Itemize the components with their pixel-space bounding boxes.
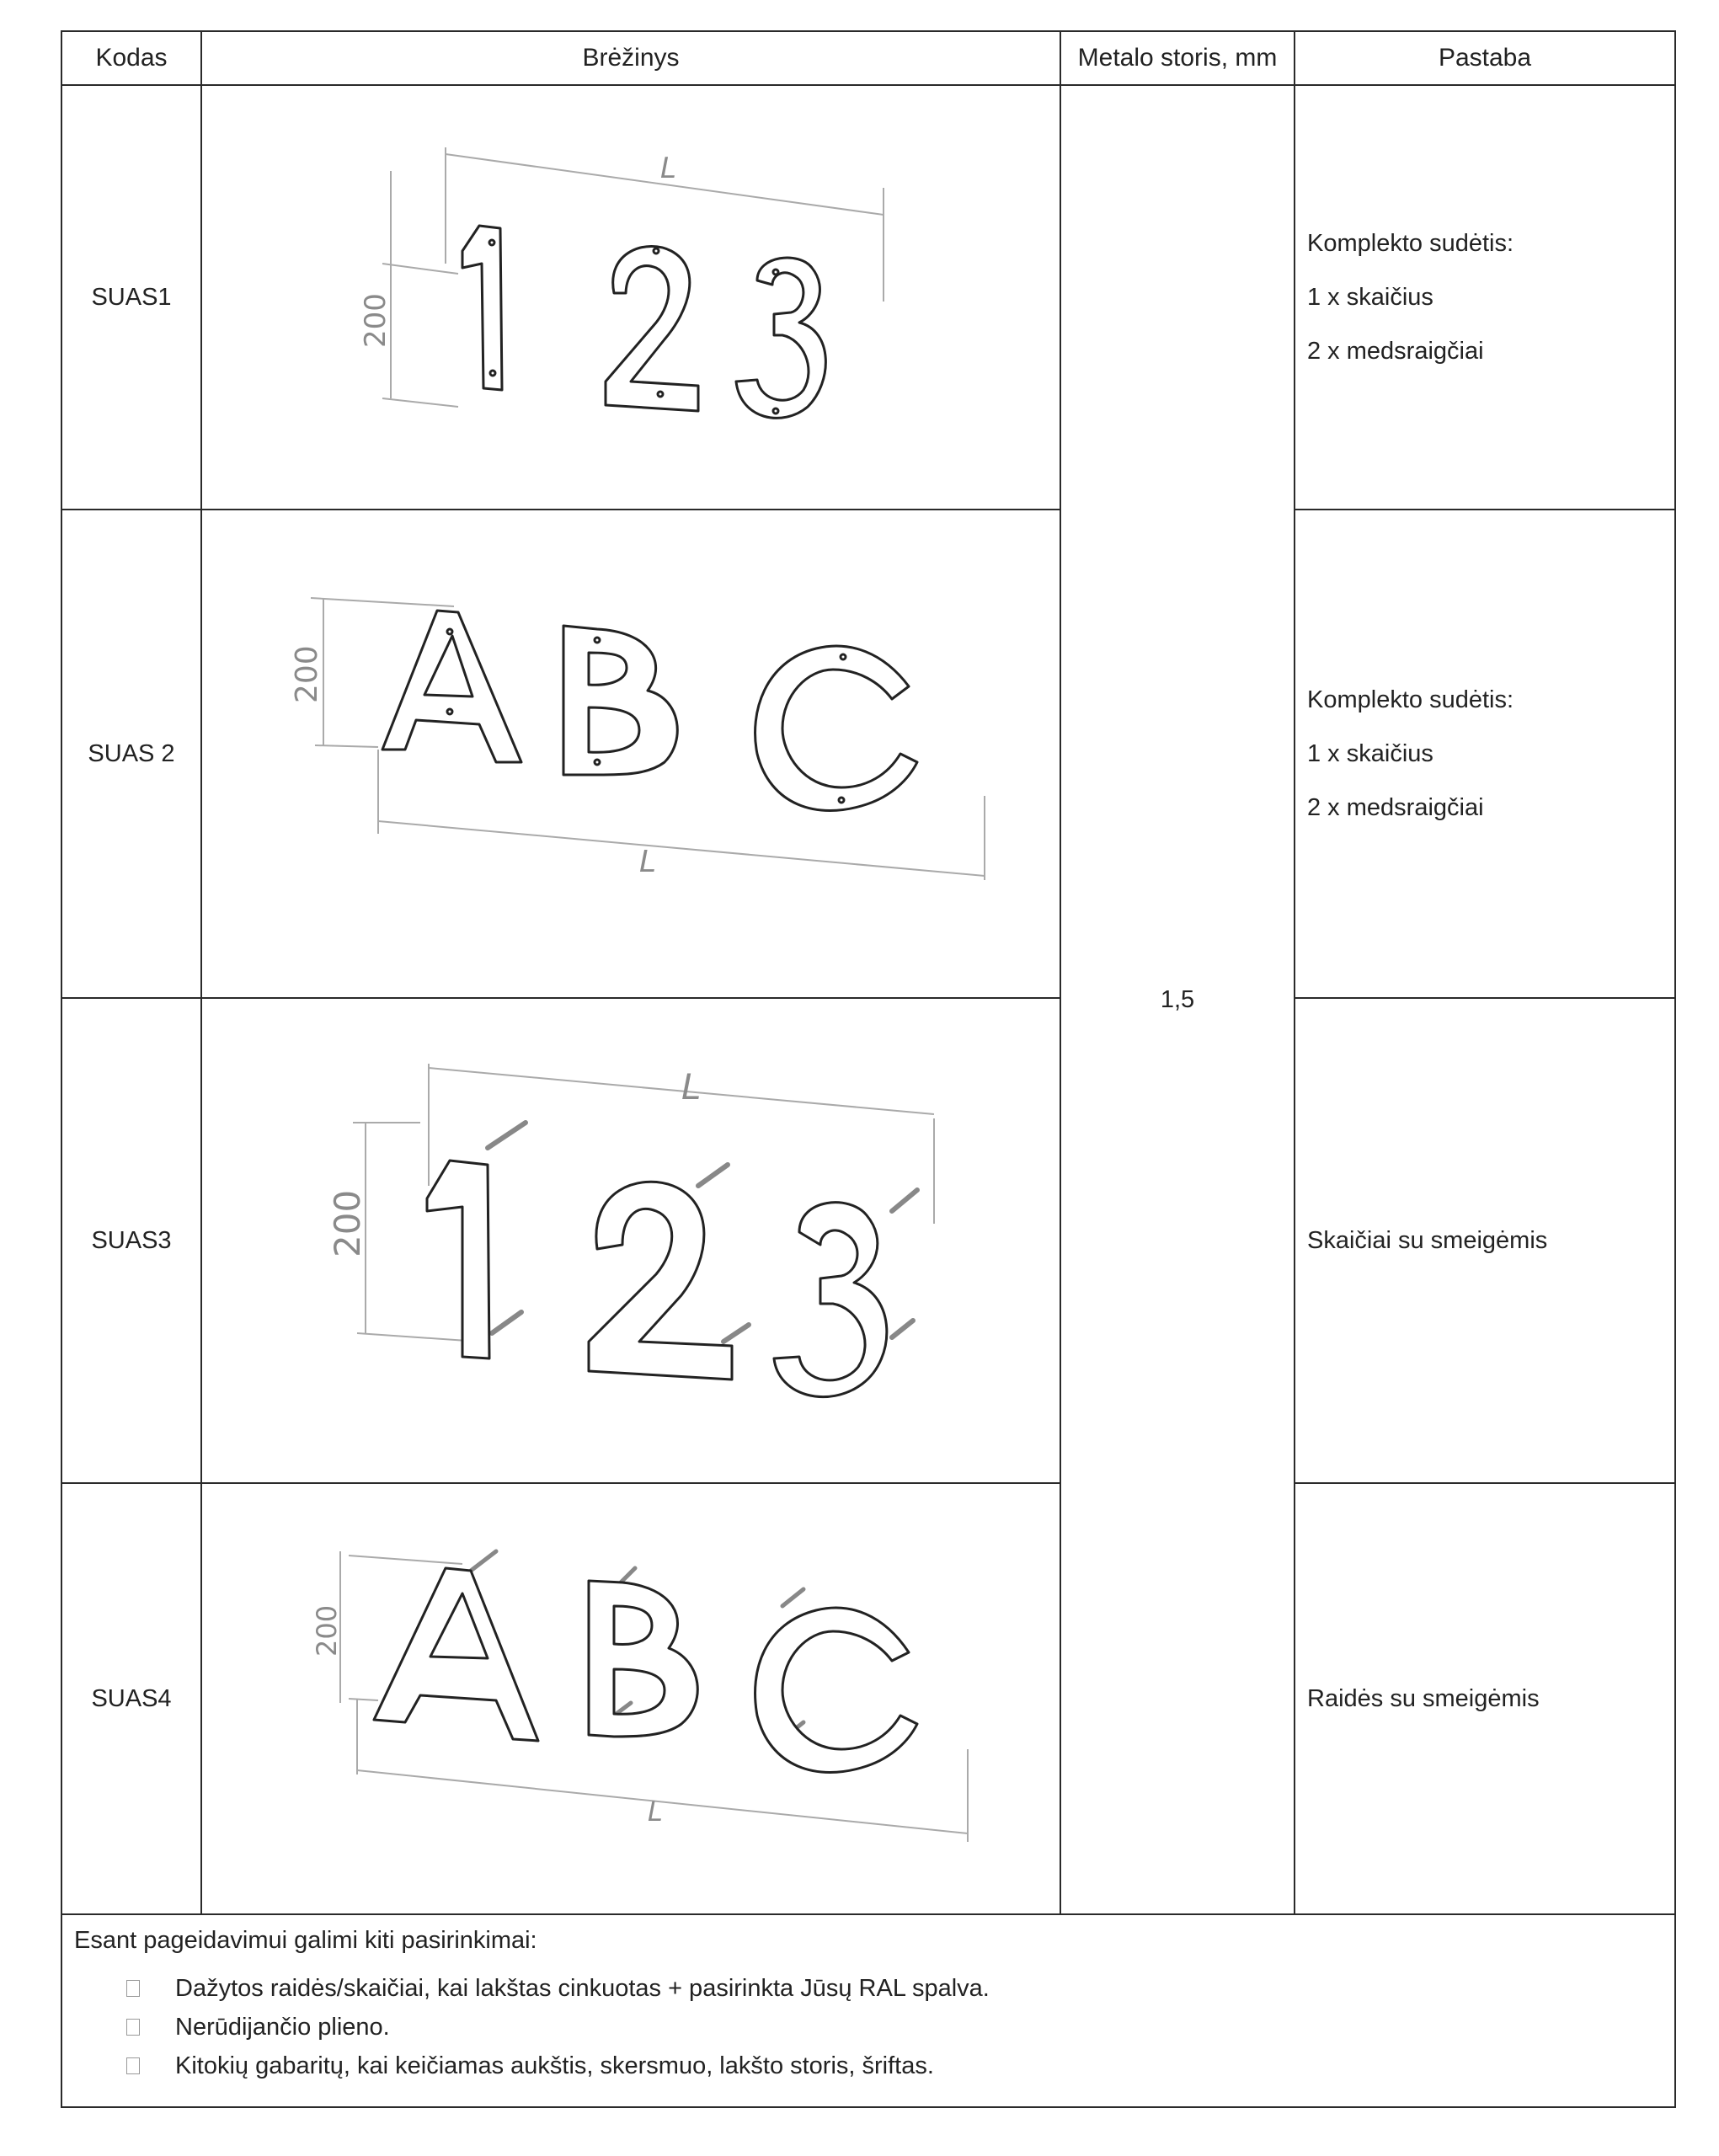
note-line: Komplekto sudėtis: [1307, 686, 1514, 713]
header-code: Kodas [61, 31, 201, 85]
length-label: L [681, 1066, 702, 1107]
note-line: 1 x skaičius [1307, 740, 1433, 767]
note-line: Komplekto sudėtis: [1307, 230, 1514, 257]
length-label: L [648, 1796, 663, 1828]
digits-drawing [210, 95, 1052, 499]
checkbox-icon [126, 2019, 140, 2036]
header-note: Pastaba [1295, 31, 1675, 85]
option-text: Kitokių gabaritų, kai keičiamas aukštis, skersmuo, lakšto storis, šriftas. [175, 2052, 934, 2079]
option-text: Nerūdijančio plieno. [175, 2014, 390, 2041]
option-item [126, 1973, 1663, 2004]
option-item [126, 2012, 1663, 2042]
table-row [61, 1483, 1675, 1914]
length-label: L [639, 845, 657, 879]
options-cell [61, 1914, 1675, 2107]
note-line: 2 x medsraigčiai [1307, 794, 1484, 821]
product-code: SUAS1 [61, 85, 201, 510]
header-metal-thickness: Metalo storis, mm [1060, 31, 1295, 85]
metal-thickness-value: 1,5 [1060, 85, 1295, 1914]
options-intro: Esant pageidavimui galimi kiti pasirinkimai: [74, 1927, 537, 1954]
letters-drawing [210, 518, 1052, 990]
note-line: Skaičiai su smeigėmis [1307, 1227, 1548, 1254]
height-label: 200 [311, 1604, 343, 1657]
note-cell [1295, 85, 1675, 510]
product-code: SUAS4 [61, 1483, 201, 1914]
length-label: L [660, 152, 676, 185]
height-label: 200 [359, 293, 392, 348]
drawing-cell [201, 1483, 1060, 1914]
drawing-cell [201, 85, 1060, 510]
product-code: SUAS 2 [61, 510, 201, 998]
note-line: 1 x skaičius [1307, 284, 1433, 311]
note-cell [1295, 1483, 1675, 1914]
option-item [126, 2051, 1663, 2081]
footer-row [61, 1914, 1675, 2107]
digits-with-stakes-drawing [210, 1005, 1052, 1476]
drawing-cell [201, 998, 1060, 1483]
note-cell [1295, 510, 1675, 998]
drawing-cell [201, 510, 1060, 998]
height-label: 200 [290, 645, 324, 703]
product-code: SUAS3 [61, 998, 201, 1483]
note-line: 2 x medsraigčiai [1307, 338, 1484, 365]
option-text: Dažytos raidės/skaičiai, kai lakštas cinkuotas + pasirinkta Jūsų RAL spalva. [175, 1975, 990, 2002]
table-header-row [61, 31, 1675, 85]
table-row [61, 85, 1675, 510]
checkbox-icon [126, 1980, 140, 1997]
table-row [61, 998, 1675, 1483]
letters-with-stakes-drawing [210, 1488, 1052, 1909]
table-row [61, 510, 1675, 998]
height-label: 200 [327, 1189, 368, 1257]
header-drawing: Brėžinys [201, 31, 1060, 85]
product-table [61, 30, 1676, 2108]
note-line: Raidės su smeigėmis [1307, 1685, 1540, 1712]
note-cell [1295, 998, 1675, 1483]
checkbox-icon [126, 2057, 140, 2074]
